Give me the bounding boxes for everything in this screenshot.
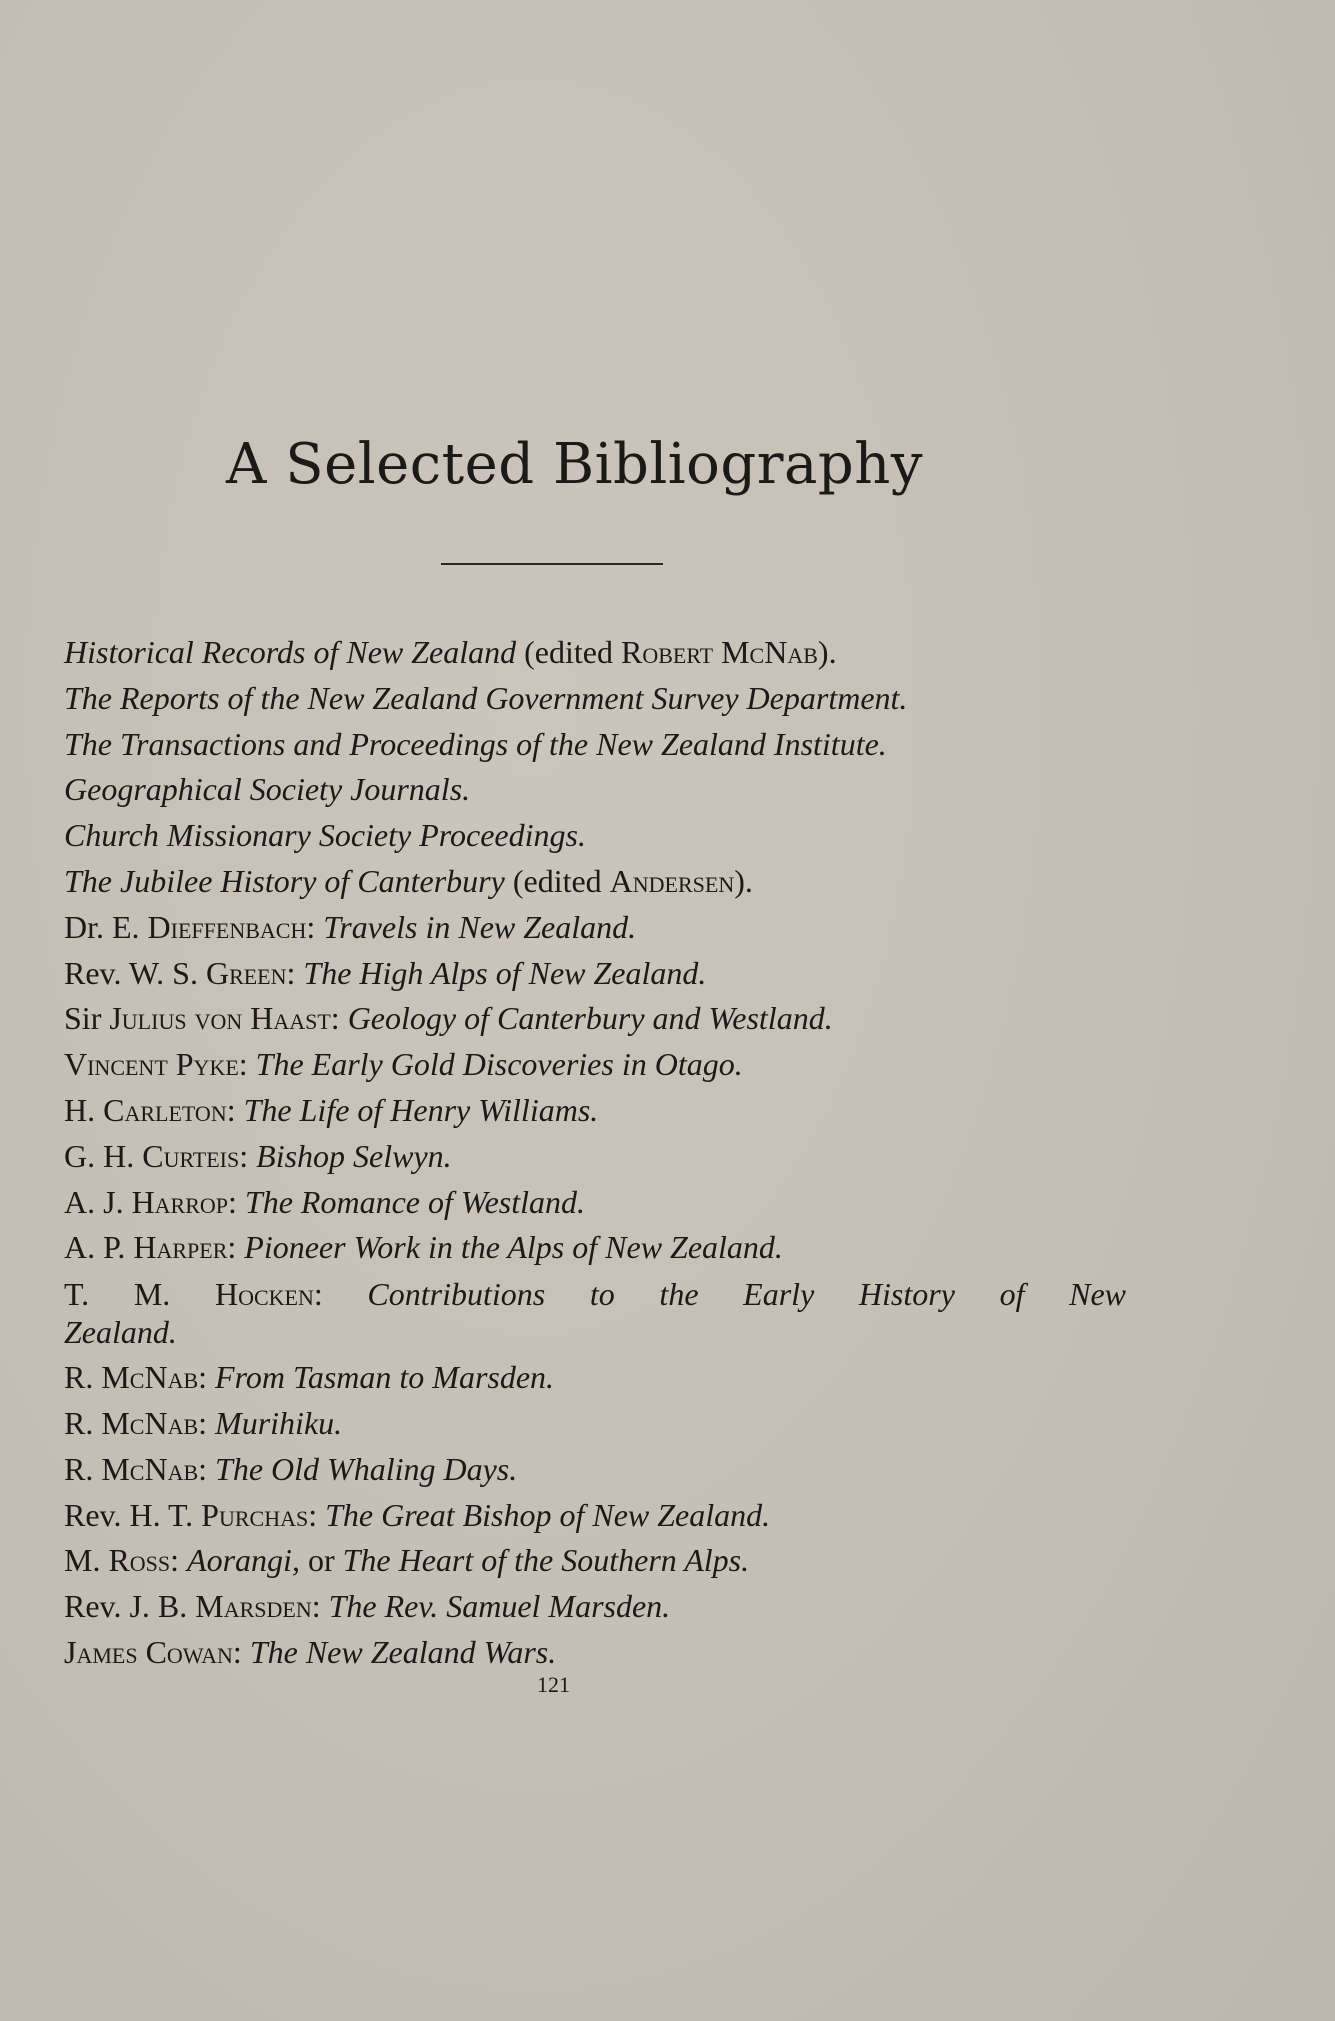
bib-entry bbox=[64, 1447, 1044, 1493]
bib-prefix: T. M. bbox=[64, 1276, 215, 1313]
bib-title-alt: The Heart of the Southern Alps. bbox=[342, 1542, 750, 1579]
bib-author: Purchas bbox=[201, 1496, 309, 1533]
bib-author: Ross bbox=[108, 1542, 171, 1579]
bib-separator: : bbox=[170, 1542, 188, 1579]
bib-entry bbox=[64, 1180, 1044, 1226]
bib-entry bbox=[64, 722, 1044, 768]
bib-separator: : bbox=[239, 1137, 257, 1174]
bib-title: The Early Gold Discoveries in Otago. bbox=[255, 1046, 743, 1083]
bib-entry bbox=[64, 951, 1044, 997]
bib-prefix: G. H. bbox=[64, 1137, 143, 1174]
bib-separator: : bbox=[228, 1183, 245, 1220]
bib-prefix: R. bbox=[64, 1359, 102, 1396]
bib-title: The New Zealand Wars. bbox=[249, 1633, 557, 1670]
bib-entry bbox=[64, 859, 1044, 905]
bib-separator: : bbox=[330, 1000, 348, 1037]
bib-entry bbox=[64, 1088, 1044, 1134]
bib-author: McNab bbox=[101, 1404, 199, 1441]
bib-separator: : bbox=[238, 1046, 256, 1083]
bib-entry bbox=[64, 676, 1044, 722]
bib-author: Marsden bbox=[195, 1588, 312, 1625]
bib-title: The Jubilee History of Canterbury bbox=[64, 862, 505, 899]
bib-entry bbox=[64, 1538, 1044, 1584]
bib-entry bbox=[64, 996, 1044, 1042]
bib-entry bbox=[64, 1225, 1044, 1271]
bib-entry bbox=[64, 1584, 1044, 1630]
bib-author: Julius von Haast bbox=[109, 1000, 331, 1037]
bib-note: ). bbox=[817, 634, 837, 670]
title-rule bbox=[441, 563, 663, 565]
bib-title: Pioneer Work in the Alps of New Zealand. bbox=[244, 1229, 783, 1266]
bib-note: ). bbox=[734, 862, 753, 899]
bib-title: Contributions to the Early History of New bbox=[367, 1276, 1127, 1313]
bib-separator: : bbox=[226, 1091, 244, 1128]
bib-author: McNab bbox=[101, 1450, 199, 1487]
bib-prefix: Sir bbox=[64, 1000, 110, 1037]
bib-title: Bishop Selwyn. bbox=[256, 1137, 452, 1174]
bib-prefix: Rev. J. B. bbox=[64, 1588, 196, 1625]
bib-title: Geology of Canterbury and Westland. bbox=[347, 1000, 833, 1037]
bib-title: The Rev. Samuel Marsden. bbox=[328, 1588, 671, 1625]
bib-separator: : bbox=[313, 1276, 368, 1313]
bib-prefix: Rev. H. T. bbox=[64, 1496, 202, 1533]
bib-entry bbox=[64, 905, 1044, 951]
bib-author: Harper bbox=[133, 1229, 228, 1266]
bib-author: Curteis bbox=[142, 1137, 240, 1174]
bib-editor: Andersen bbox=[609, 862, 735, 899]
bib-title: The Transactions and Proceedings of the New Zealand Institute. bbox=[64, 725, 887, 762]
bib-prefix: M. bbox=[64, 1542, 109, 1579]
bib-separator: : bbox=[198, 1404, 216, 1441]
bib-author: Dieffenbach bbox=[147, 908, 307, 945]
bib-prefix: A. P. bbox=[64, 1229, 134, 1266]
bib-title: Travels in New Zealand. bbox=[323, 908, 637, 945]
bib-separator: : bbox=[308, 1496, 326, 1533]
bib-title-continued: Zealand. bbox=[64, 1314, 177, 1351]
bib-prefix: R. bbox=[64, 1404, 102, 1441]
bib-author: Carleton bbox=[103, 1091, 227, 1128]
bib-author: Green bbox=[205, 954, 287, 991]
bib-entry bbox=[64, 1630, 1044, 1676]
bib-separator: : bbox=[198, 1450, 216, 1487]
bib-entry bbox=[64, 1275, 1126, 1351]
page-title: A Selected Bibliography bbox=[226, 432, 923, 497]
bib-title: Historical Records of New Zealand bbox=[64, 634, 517, 670]
bib-title: The Great Bishop of New Zealand. bbox=[325, 1496, 771, 1533]
bib-entry bbox=[64, 1355, 1044, 1401]
bib-entry bbox=[64, 1042, 1044, 1088]
bib-prefix: Rev. W. S. bbox=[64, 954, 206, 991]
bib-author: James Cowan bbox=[64, 1633, 233, 1670]
bib-title: The Reports of the New Zealand Government Survey Department. bbox=[64, 679, 908, 716]
bib-title: Aorangi, bbox=[187, 1542, 300, 1579]
bib-entry bbox=[64, 1493, 1044, 1539]
bib-editor: Robert McNab bbox=[620, 634, 818, 670]
bib-title: The Old Whaling Days. bbox=[215, 1450, 518, 1487]
bib-title: The High Alps of New Zealand. bbox=[303, 954, 707, 991]
bib-separator: : bbox=[227, 1229, 245, 1266]
bib-author: Hocken bbox=[214, 1276, 314, 1313]
bib-prefix: A. J. bbox=[64, 1183, 132, 1220]
bib-title: The Romance of Westland. bbox=[244, 1183, 586, 1220]
page-number: 121 bbox=[537, 1672, 570, 1697]
bib-connector: or bbox=[299, 1542, 343, 1579]
bib-separator: : bbox=[306, 908, 324, 945]
bib-separator: : bbox=[232, 1633, 250, 1670]
bib-entry bbox=[64, 1134, 1044, 1180]
bib-title: Geographical Society Journals. bbox=[64, 771, 471, 808]
bib-entry bbox=[64, 1401, 1044, 1447]
bib-author: McNab bbox=[101, 1359, 199, 1396]
bib-author: Harrop bbox=[131, 1183, 229, 1220]
bib-author: Vincent Pyke bbox=[64, 1046, 239, 1083]
bib-prefix: H. bbox=[64, 1091, 104, 1128]
bib-note: (edited bbox=[504, 862, 610, 899]
bib-prefix: Dr. E. bbox=[64, 908, 148, 945]
bib-title: The Life of Henry Williams. bbox=[243, 1091, 599, 1128]
bib-title: Church Missionary Society Proceedings. bbox=[64, 817, 586, 854]
bib-prefix: R. bbox=[64, 1450, 102, 1487]
bib-entry bbox=[64, 630, 1044, 676]
bib-title: From Tasman to Marsden. bbox=[215, 1359, 555, 1396]
bib-title: Murihiku. bbox=[215, 1404, 343, 1441]
bib-separator: : bbox=[311, 1588, 329, 1625]
bib-separator: : bbox=[286, 954, 304, 991]
bib-note: (edited bbox=[516, 634, 621, 670]
bib-entry bbox=[64, 767, 1044, 813]
bib-entry bbox=[64, 813, 1044, 859]
bib-separator: : bbox=[198, 1359, 216, 1396]
bibliography-list bbox=[64, 630, 1127, 1676]
